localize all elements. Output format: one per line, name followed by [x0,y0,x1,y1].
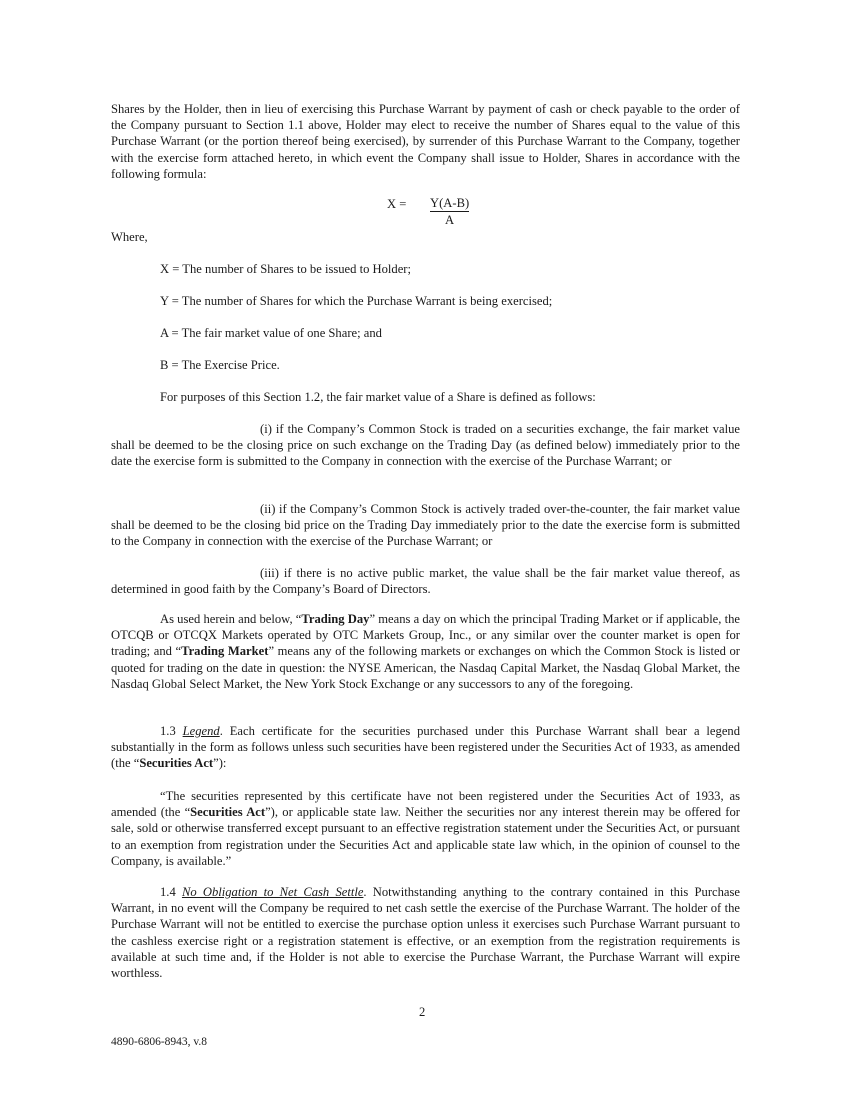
legend-quote [111,788,740,869]
definition-b: B = The Exercise Price. [160,358,280,372]
trading-market-term: Trading Market [181,644,269,659]
formula-denominator: A [445,213,455,227]
no-cash-number: 1.4 [160,885,182,899]
fair-market-value-intro: For purposes of this Section 1.2, the fair market value of a Share is defined as follows: [160,390,596,404]
legend-text-1: . Each certificate for the securities purchased under this Purchase Warrant shall bear a legend substantially in the form as follows unless such securities have been registered under the Securities Act of 1933, as amended (the “ [111,724,740,771]
trading-text-1: As used herein and below, “ [160,612,302,626]
cashless-formula [387,196,487,230]
intro-paragraph: Shares by the Holder, then in lieu of exercising this Purchase Warrant by payment of cash or check payable to the order of the Company pursuant to Section 1.1 above, Holder may elect to receive the number of Shares equal to the value of this Purchase Warrant (or the portion thereof being exercised), by surrender of this Purchase Warrant to the Company, together with the exercise form attached hereto, in which event the Company shall issue to Holder, Shares in accordance with the following formula: [111,102,740,181]
trading-day-term: Trading Day [301,612,370,626]
legend-text-2: ”): [213,756,227,771]
securities-act-term: Securities Act [139,756,214,771]
legend-section [111,723,740,772]
legend-number: 1.3 [160,724,183,738]
clause-i: (i) if the Company’s Common Stock is traded on a securities exchange, the fair market value shall be deemed to be the closing price on such exchange on the Trading Day (as defined below) immediately prior to the date the exercise form is submitted to the Company in connection with the exercise of the Purchase Warrant; or [111,422,740,469]
definition-y: Y = The number of Shares for which the Purchase Warrant is being exercised; [160,294,553,308]
trading-text-3: ” means any of the following markets or exchanges on which the Common Stock is listed or quoted for trading on the date in question: the NYSE American, the Nasdaq Capital Market, the Nasdaq Global Market, the Nasdaq Global Select Market, the New York Stock Exchange or any successors to any of the foregoing. [111,644,740,691]
legend-heading: Legend [182,724,220,738]
no-cash-body: . Notwithstanding anything to the contrary contained in this Purchase Warrant, in no event will the Company be required to net cash settle the exercise of the Purchase Warrant. The holder of the Purchase Warrant will not be entitled to exercise the purchase option unless it exercises such Purchase Warrant pursuant to the cashless exercise right or a registration statement is effective, or an exemption from the registration requirements is available at such time and, if the Holder is not able to exercise the Purchase Warrant, the Purchase Warrant will expire worthless. [111,885,741,981]
quote-text-1: “The securities represented by this certificate have not been registered under the Securities Act of 1933, as amended (the “ [111,789,740,820]
quote-text-2: ”), or applicable state law. Neither the securities nor any interest therein may be offered for sale, sold or otherwise transferred except pursuant to an effective registration statement under the Securities Act, or pursuant to an exemption from registration under the Securities Act and applicable state law which, in the opinion of counsel to the Company, is available.” [111,805,740,868]
formula-lhs: X = [387,197,407,211]
trading-day-paragraph [111,611,740,692]
trading-text-2: ” means a day on which the principal Trading Market or if applicable, the OTCQB or OTCQX Markets operated by OTC Markets Group, Inc., or any similar over the counter market is open for trading; and “ [111,612,741,659]
no-cash-heading: No Obligation to Net Cash Settle [181,885,364,899]
formula-numerator: Y(A-B) [430,196,470,210]
definition-a: A = The fair market value of one Share; and [160,326,382,340]
definition-x: X = The number of Shares to be issued to Holder; [160,262,412,276]
document-id: 4890-6806-8943, v.8 [111,1036,208,1048]
page-number: 2 [419,1005,426,1019]
clause-ii: (ii) if the Company’s Common Stock is actively traded over-the-counter, the fair market value shall be deemed to be the closing bid price on the Trading Day immediately prior to the date the exercise form is submitted to the Company in connection with the exercise of the Purchase Warrant; or [111,502,740,549]
quote-securities-act-term: Securities Act [190,805,266,820]
clause-iii: (iii) if there is no active public market, the value shall be the fair market value thereof, as determined in good faith by the Company’s Board of Directors. [111,566,740,597]
where-label: Where, [111,230,148,244]
no-cash-settle-section [111,884,740,981]
